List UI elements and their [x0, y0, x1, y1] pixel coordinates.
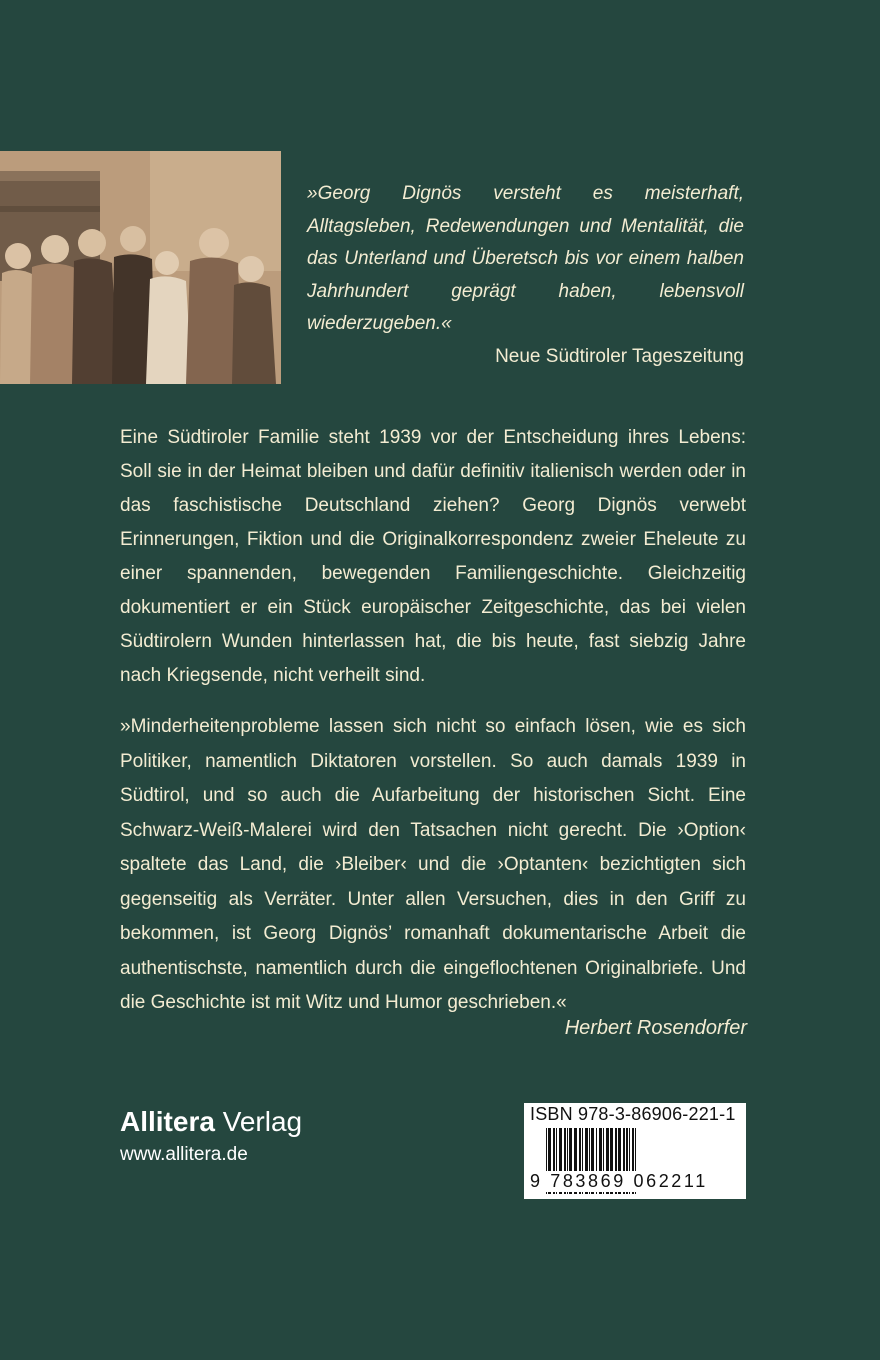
book-description: Eine Südtiroler Familie steht 1939 vor der Entscheidung ihres Lebens: Soll sie in der Heimat bleiben und dafür definitiv italienisch werden oder in das faschistische Deutschland ziehen? Georg Dignös verwebt Erinnerungen, Fiktion und die Originalkorrespondenz zweier Eheleute zu einer spannenden, bewegenden Familiengeschichte. Gleichzeitig dokumentiert er ein Stück europäischer Zeitgeschichte, das bei vielen Südtirolern Wunden hinterlassen hat, die bis heute, fast siebzig Jahre nach Kriegsende, nicht verheilt sind.: [120, 427, 746, 686]
publisher-url: www.allitera.de: [120, 1144, 248, 1165]
publisher-name-rest: Verlag: [222, 1106, 303, 1137]
review-quote: »Georg Dignös versteht es meisterhaft, Alltagsleben, Redewendungen und Mentalität, die das Unterland und Überetsch bis vor einem halben Jahrhundert geprägt haben, lebensvoll wiederzugeben.«: [307, 183, 744, 334]
review-quote-source: Neue Südtiroler Tageszeitung: [495, 346, 744, 367]
publisher-name-bold: Allitera: [120, 1106, 215, 1137]
family-photo-illustration: [0, 151, 281, 384]
isbn-barcode: [524, 1103, 746, 1199]
barcode-digits: 9 783869 062211: [530, 1171, 708, 1191]
author-quote: »Minderheitenprobleme lassen sich nicht so einfach lösen, wie es sich Politiker, namentlich Diktatoren vorstellen. So auch damals 1939 in Südtirol, und so auch die Aufarbeitung der historischen Sicht. Eine Schwarz-Weiß-Malerei wird den Tatsachen nicht gerecht. Die ›Option‹ spaltete das Land, die ›Bleiber‹ und die ›Optanten‹ bezichtigten sich gegenseitig als Verräter. Unter allen Versuchen, dies in den Griff zu bekommen, ist Georg Dignös’ romanhaft dokumentarische Arbeit die authentischste, namentlich durch die eingeflochtenen Originalbriefe. Und die Geschichte ist mit Witz und Humor geschrieben.«: [120, 716, 746, 1013]
family-photo: [0, 151, 281, 384]
author-quote-attribution: Herbert Rosendorfer: [564, 1017, 747, 1039]
publisher-name: [120, 1104, 302, 1140]
isbn-label: ISBN 978-3-86906-221-1: [530, 1104, 736, 1124]
